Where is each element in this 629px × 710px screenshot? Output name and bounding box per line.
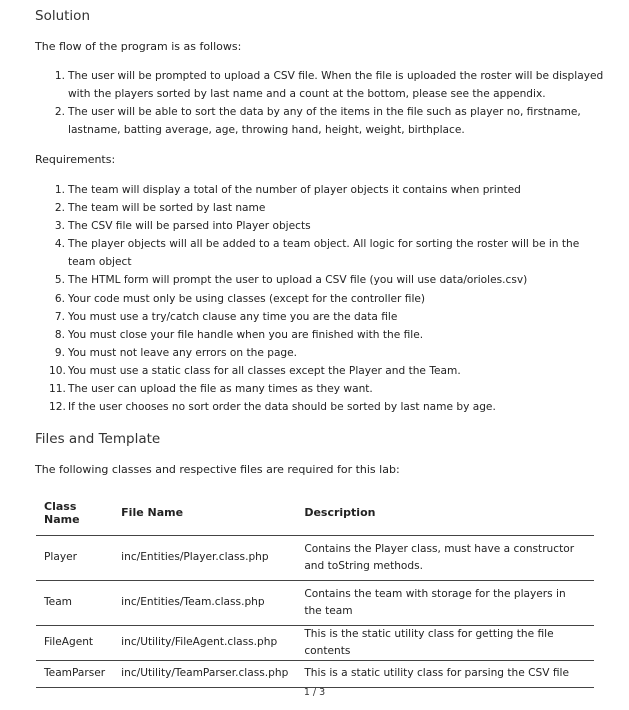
table-row — [36, 625, 594, 660]
table-row — [36, 580, 594, 625]
requirements-label: Requirements: — [35, 153, 116, 166]
list-item: 5. The HTML form will prompt the user to upload a CSV file (you will use data/orioles.csv) — [54, 274, 528, 287]
cell-class-name: FileAgent — [44, 636, 94, 648]
table-row — [36, 660, 594, 687]
page-indicator: 1 / 3 — [303, 687, 326, 698]
cell-description: This is a static utility class for parsing the CSV file — [304, 667, 570, 679]
list-item: 10. You must use a static class for all classes except the Player and the Team. — [49, 364, 461, 377]
files-heading: Files and Template — [35, 431, 161, 447]
requirements-list — [49, 181, 608, 416]
files-intro: The following classes and respective files are required for this lab: — [35, 463, 400, 476]
cell-description: Contains the team with storage for the players in the team — [304, 587, 566, 617]
flow-list — [49, 67, 608, 139]
column-header-file-name: File Name — [121, 506, 184, 520]
column-header-class-name: Class Name — [44, 499, 80, 526]
list-item: 12. If the user chooses no sort order the data should be sorted by last name by age. — [49, 401, 496, 414]
list-item: 9. You must not leave any errors on the page. — [54, 346, 298, 359]
cell-description: Contains the Player class, must have a constructor and toString methods. — [304, 542, 575, 572]
cell-file-name: inc/Utility/FileAgent.class.php — [121, 636, 278, 648]
cell-description: This is the static utility class for getting the file contents — [304, 627, 554, 657]
list-item: 1. The user will be prompted to upload a CSV file. When the file is uploaded the roster will be displayed with the players sorted by last name and a count at the bottom, please see the appendix. — [54, 70, 604, 101]
list-item: 8. You must close your file handle when you are finished with the file. — [54, 328, 424, 341]
list-item: 2. The team will be sorted by last name — [54, 202, 266, 215]
cell-class-name: Player — [44, 551, 77, 563]
list-item: 6. Your code must only be using classes (except for the controller file) — [54, 292, 426, 305]
files-table — [36, 491, 594, 688]
list-item: 4. The player objects will all be added to a team object. All logic for sorting the roster will be in the team object — [54, 238, 580, 269]
cell-class-name: TeamParser — [44, 667, 106, 679]
table-header-row — [36, 491, 594, 535]
cell-file-name: inc/Entities/Team.class.php — [121, 596, 265, 608]
solution-heading: Solution — [35, 8, 90, 24]
list-item: 2. The user will be able to sort the data by any of the items in the file such as player no, firstname, lastname, batting average, age, throwing hand, height, weight, birthplace. — [54, 106, 581, 137]
column-header-description: Description — [304, 506, 376, 520]
table-row — [36, 535, 594, 580]
cell-file-name: inc/Entities/Player.class.php — [121, 551, 269, 563]
list-item: 1. The team will display a total of the number of player objects it contains when printed — [54, 184, 521, 196]
list-item: 3. The CSV file will be parsed into Player objects — [54, 220, 311, 233]
flow-intro: The flow of the program is as follows: — [35, 40, 242, 53]
cell-file-name: inc/Utility/TeamParser.class.php — [121, 667, 289, 679]
list-item: 11. The user can upload the file as many times as they want. — [49, 383, 373, 396]
cell-class-name: Team — [44, 596, 72, 608]
list-item: 7. You must use a try/catch clause any time you are the data file — [54, 310, 398, 323]
